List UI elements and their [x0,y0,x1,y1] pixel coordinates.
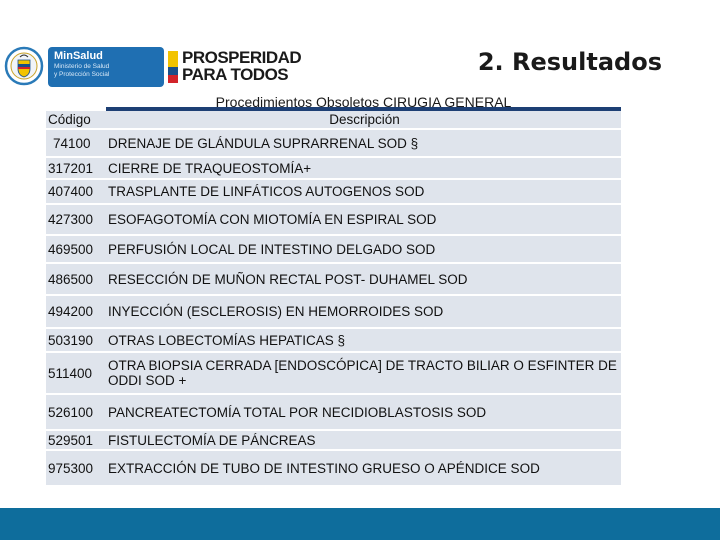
header-description: Descripción [329,112,400,127]
row-description: OTRAS LOBECTOMÍAS HEPATICAS § [108,332,346,348]
table-row [46,353,621,395]
row-description: RESECCIÓN DE MUÑON RECTAL POST- DUHAMEL SOD [108,271,468,287]
row-description: FISTULECTOMÍA DE PÁNCREAS [108,432,316,448]
row-code: 469500 [48,241,94,257]
table-row [46,451,621,487]
table-row [46,158,621,180]
row-description: CIERRE DE TRAQUEOSTOMÍA+ [108,160,312,176]
row-code: 975300 [48,460,94,476]
colombia-flag-icon [168,51,178,83]
minsalud-logo [48,47,164,87]
table-row [46,205,621,236]
table-caption: Procedimientos Obsoletos CIRUGIA GENERAL [215,94,512,110]
prosperidad-line-1: PROSPERIDAD [182,48,302,67]
row-description: PANCREATECTOMÍA TOTAL POR NECIDIOBLASTOSIS SOD [108,404,487,420]
minsalud-sub-line-2: y Protección Social [54,71,110,78]
row-code: 427300 [48,212,94,227]
table-row [46,264,621,296]
row-code: 407400 [48,184,94,199]
row-description: TRASPLANTE DE LINFÁTICOS AUTOGENOS SOD [108,184,425,199]
row-code: 494200 [48,304,94,319]
table-header-row [46,111,621,130]
table-row [46,180,621,205]
table-row [46,296,621,329]
prosperidad-line-2: PARA TODOS [182,65,289,84]
table-row [46,236,621,264]
table-row [46,431,621,451]
row-description: OTRA BIOPSIA CERRADA [ENDOSCÓPICA] DE TRACTO BILIAR O ESFINTER DE ODDI SOD + [108,358,617,388]
row-description: PERFUSIÓN LOCAL DE INTESTINO DELGADO SOD [108,241,436,257]
row-description: INYECCIÓN (ESCLEROSIS) EN HEMORROIDES SOD [108,304,444,319]
row-code: 317201 [48,160,94,176]
page-title: 2. Resultados [477,48,662,76]
row-code: 74100 [53,135,91,151]
minsalud-sub-line-1: Ministerio de Salud [54,63,110,70]
table-row [46,329,621,353]
row-description: EXTRACCIÓN DE TUBO DE INTESTINO GRUESO O APÉNDICE SOD [108,460,540,476]
table-caption-row [46,96,621,111]
row-description: DRENAJE DE GLÁNDULA SUPRARRENAL SOD § [108,135,419,151]
procedures-table [46,96,621,487]
prosperidad-para-todos-logo [168,48,308,86]
row-code: 486500 [48,271,94,287]
table-row [46,130,621,158]
row-description: ESOFAGOTOMÍA CON MIOTOMÍA EN ESPIRAL SOD [108,212,437,227]
minsalud-name: MinSalud [54,50,103,62]
header-code: Código [48,112,91,127]
row-code: 503190 [48,332,94,348]
row-code: 526100 [48,404,94,420]
colombia-seal-icon [4,46,44,86]
footer-band [0,508,720,540]
row-code: 511400 [48,365,93,381]
table-row [46,395,621,431]
row-code: 529501 [48,432,94,448]
header-logos [0,40,320,90]
